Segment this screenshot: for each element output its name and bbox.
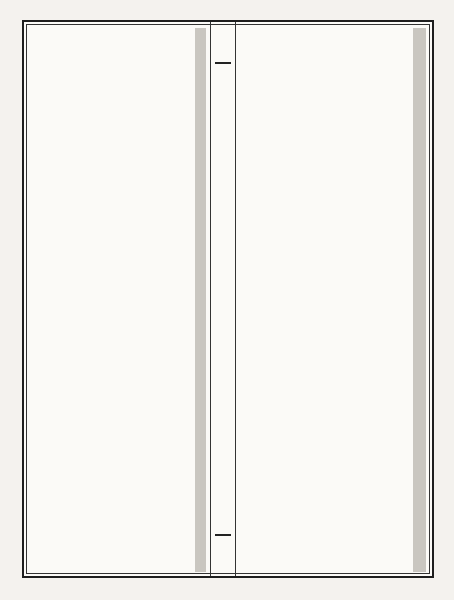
- text-column: [204, 28, 205, 572]
- text-column: [417, 28, 418, 572]
- fishtail-bottom: [215, 534, 231, 536]
- page-frame: [22, 20, 434, 578]
- right-page: [240, 28, 426, 570]
- text-column: [200, 28, 201, 572]
- text-column: [201, 28, 202, 572]
- center-fold: [210, 22, 236, 576]
- text-column: [413, 28, 414, 572]
- fishtail-top: [215, 62, 231, 64]
- text-column: [196, 28, 197, 572]
- text-column: [198, 28, 199, 572]
- text-column: [415, 28, 416, 572]
- text-column: [421, 28, 422, 572]
- text-column: [418, 28, 419, 572]
- text-column: [205, 28, 206, 572]
- text-column: [422, 28, 423, 572]
- text-column: [197, 28, 198, 572]
- left-page: [30, 28, 206, 570]
- text-column: [202, 28, 203, 572]
- text-column: [203, 28, 204, 572]
- text-column: [195, 28, 196, 572]
- text-column: [414, 28, 415, 572]
- text-column: [199, 28, 200, 572]
- text-column: [420, 28, 421, 572]
- text-column: [416, 28, 417, 572]
- text-column: [423, 28, 424, 572]
- text-column: [424, 28, 425, 572]
- text-column: [425, 28, 426, 572]
- text-column: [419, 28, 420, 572]
